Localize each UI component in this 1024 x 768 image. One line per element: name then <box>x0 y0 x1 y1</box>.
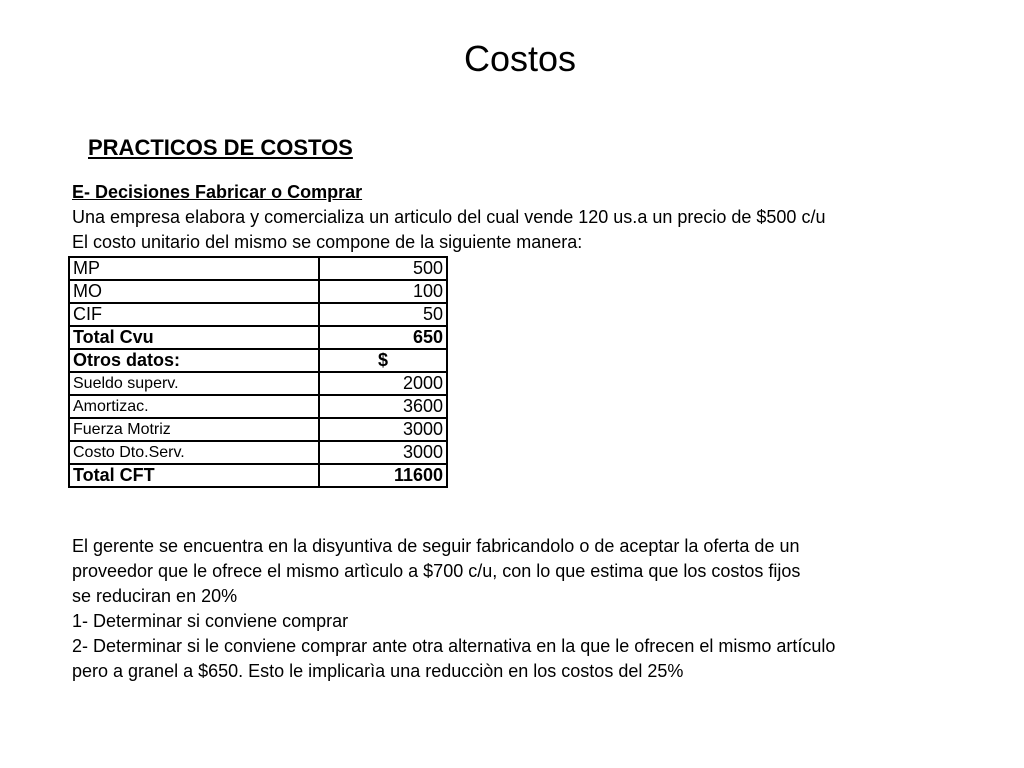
exercise-intro <box>72 180 825 255</box>
row-label: CIF <box>69 303 319 326</box>
row-label: Amortizac. <box>69 395 319 418</box>
row-value: 2000 <box>319 372 447 395</box>
problem-line: proveedor que le ofrece el mismo artìculo a $700 c/u, con lo que estima que los costos fijos <box>72 561 801 581</box>
problem-line: El gerente se encuentra en la disyuntiva de seguir fabricandolo o de aceptar la oferta de un <box>72 536 800 556</box>
question-2: 2- Determinar si le conviene comprar ante otra alternativa en la que le ofrecen el mismo artículo <box>72 636 836 656</box>
row-value: 650 <box>319 326 447 349</box>
table-row <box>69 372 447 395</box>
row-label: Total CFT <box>69 464 319 487</box>
row-value: 3600 <box>319 395 447 418</box>
table-row-section <box>69 349 447 372</box>
table-row <box>69 441 447 464</box>
table-row <box>69 257 447 280</box>
row-label: Costo Dto.Serv. <box>69 441 319 464</box>
row-value: 3000 <box>319 418 447 441</box>
row-value: 11600 <box>319 464 447 487</box>
row-value: 50 <box>319 303 447 326</box>
table-row <box>69 418 447 441</box>
problem-line: se reduciran en 20% <box>72 586 238 606</box>
row-label: MP <box>69 257 319 280</box>
problem-statement <box>72 534 835 684</box>
row-label: Total Cvu <box>69 326 319 349</box>
question-2-continued: pero a granel a $650. Esto le implicarìa una reducciòn en los costos del 25% <box>72 661 684 681</box>
row-label: MO <box>69 280 319 303</box>
question-1: 1- Determinar si conviene comprar <box>72 611 349 631</box>
row-value: 3000 <box>319 441 447 464</box>
table-row <box>69 395 447 418</box>
row-label: Sueldo superv. <box>69 372 319 395</box>
exercise-title: E- Decisiones Fabricar o Comprar <box>72 182 363 202</box>
intro-line: El costo unitario del mismo se compone de la siguiente manera: <box>72 232 583 252</box>
table-row <box>69 303 447 326</box>
row-value: $ <box>319 349 447 372</box>
row-value: 500 <box>319 257 447 280</box>
table-row-total <box>69 464 447 487</box>
section-heading: PRACTICOS DE COSTOS <box>88 135 353 160</box>
cost-table <box>68 256 448 488</box>
row-label: Fuerza Motriz <box>69 418 319 441</box>
slide-title: Costos <box>463 38 577 79</box>
row-label: Otros datos: <box>69 349 319 372</box>
intro-line: Una empresa elabora y comercializa un articulo del cual vende 120 us.a un precio de $500 c/u <box>72 207 826 227</box>
table-row-total <box>69 326 447 349</box>
table-row <box>69 280 447 303</box>
row-value: 100 <box>319 280 447 303</box>
